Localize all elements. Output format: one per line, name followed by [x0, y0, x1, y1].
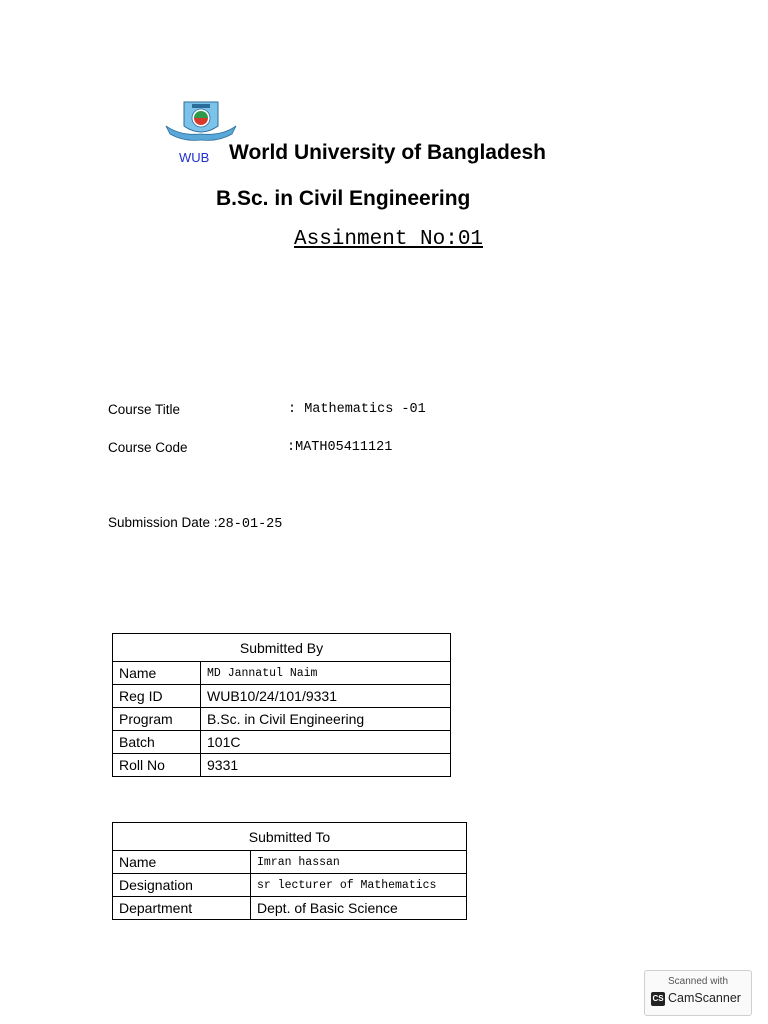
submitted-by-heading: Submitted By [113, 634, 451, 662]
row-label: Designation [113, 874, 251, 897]
camscanner-icon: CS [651, 992, 665, 1006]
row-value: B.Sc. in Civil Engineering [201, 708, 451, 731]
course-title-value: : Mathematics -01 [288, 402, 426, 417]
table-row [113, 662, 451, 685]
table-row [113, 708, 451, 731]
table-row [113, 754, 451, 777]
row-label: Department [113, 897, 251, 920]
assignment-title: Assinment No:01 [294, 228, 484, 251]
submission-date-label: Submission Date : [108, 515, 218, 530]
submission-date-value: 28-01-25 [217, 517, 283, 532]
program-title: B.Sc. in Civil Engineering [216, 187, 471, 210]
course-code-value: :MATH05411121 [287, 440, 393, 455]
row-value: WUB10/24/101/9331 [201, 685, 451, 708]
table-row [113, 851, 467, 874]
watermark-caption: Scanned with [667, 976, 729, 987]
row-value: 101C [201, 731, 451, 754]
row-value: 9331 [201, 754, 451, 777]
table-row [113, 897, 467, 920]
table-row [113, 874, 467, 897]
course-code-label: Course Code [108, 440, 188, 455]
row-value: Dept. of Basic Science [251, 897, 467, 920]
table-row [113, 685, 451, 708]
row-label: Name [113, 851, 251, 874]
row-label: Batch [113, 731, 201, 754]
row-value: sr lecturer of Mathematics [251, 874, 467, 897]
table-row [113, 731, 451, 754]
row-label: Roll No [113, 754, 201, 777]
watermark-brand: CamScanner [668, 991, 741, 1005]
logo-text: WUB [179, 150, 210, 165]
university-name: World University of Bangladesh [229, 141, 546, 164]
submitted-to-table [112, 822, 467, 920]
submission-date [108, 514, 282, 532]
row-value: MD Jannatul Naim [201, 662, 451, 685]
submitted-to-heading: Submitted To [113, 823, 467, 851]
submitted-by-table [112, 633, 451, 777]
row-value: Imran hassan [251, 851, 467, 874]
row-label: Program [113, 708, 201, 731]
row-label: Name [113, 662, 201, 685]
camscanner-watermark [644, 970, 752, 1016]
course-title-label: Course Title [108, 402, 181, 417]
row-label: Reg ID [113, 685, 201, 708]
